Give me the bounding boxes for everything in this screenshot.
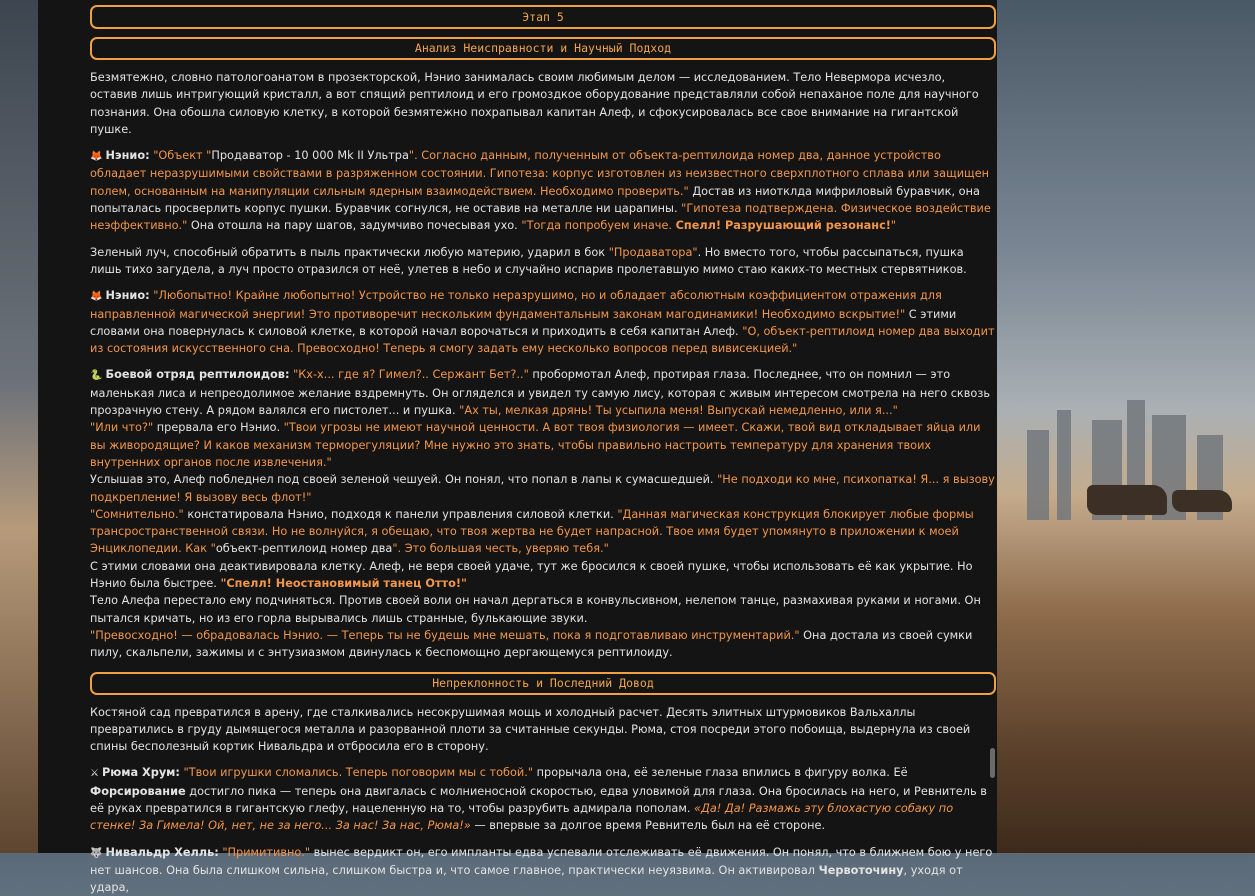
section-header-resolve: Непреклонность и Последний Довод xyxy=(90,672,996,695)
paragraph: Тело Алефа перестало ему подчиняться. Против своей воли он начал дергаться в конвульсивном, нелепом танце, размахивая руками и ногами. Он пытался кричать, но из его горла вырывались лишь странные, булькающие звуки. xyxy=(90,594,981,625)
paragraph: Зеленый луч, способный обратить в пыль практически любую материю, ударил в бок "Продаватора". Но вместо того, чтобы рассыпаться, пушка лишь тихо загудела, а луч просто отразился от неё, улетев в небо и случайно испарив пролетавшую мимо стаю каких-то местных стервятников. xyxy=(90,245,967,276)
snake-icon: 🐍 xyxy=(90,370,103,382)
paragraph: 🐍 Боевой отряд рептилоидов: "Кх-х... где я? Гимел?.. Сержант Бет?.." пробормотал Алеф, протирая глаза. Последнее, что он помнил — это маленькая лиса и непреодолимое желание вздремнуть. Он огляделся и увидел ту самую лису, которая с живым интересом смотрела на него сквозь прозрачную стену. А рядом валялся его пистолет... и пушка. "Ах ты, мелкая дрянь! Ты усыпила меня! Выпускай немедленно, или я..." xyxy=(90,368,990,418)
fox-icon: 🦊 xyxy=(90,151,103,163)
paragraph: ⚔ Рюма Хрум: "Твои игрушки сломались. Теперь поговорим мы с тобой." прорычала она, её зеленые глаза впились в фигуру волка. Её Форсирование достигло пика — теперь она двигалась с молниеносной скоростью, едва уловимой для глаза. Она бросилась на него, и Ревнитель в её руках превратился в гигантскую глефу, нацеленную на то, чтобы разрубить адмирала пополам. «Да! Да! Размажь эту блохастую собаку по стенке! За Гимела! Ой, нет, не за него... За нас! За нас, Рюма!» — впервые за долгое время Ревнитель был на её стороне. xyxy=(90,766,987,833)
paragraph: С этими словами она деактивировала клетку. Алеф, не веря своей удаче, тут же бросился к своей пушке, чтобы использовать её как укрытие. Но Нэнио была быстрее. "Спелл! Неостановимый танец Отто!" xyxy=(90,559,973,591)
fox-icon: 🦊 xyxy=(90,291,103,303)
stage-header: Этап 5 xyxy=(90,5,996,29)
swords-icon: ⚔ xyxy=(90,768,99,780)
section-header-analysis: Анализ Неисправности и Научный Подход xyxy=(90,37,996,60)
paragraph: Безмятежно, словно патологоанатом в прозекторской, Нэнио занималась своим любимым делом — исследованием. Тело Невермора исчезло, оставив лишь интригующий кристалл, а вот спящий рептилоид и его громоздкое оборудование представляли собой непаханое поле для научного познания. Она обошла силовую клетку, в которой безмятежно похрапывал капитан Алеф, и сфокусировалась все свое внимание на гигантской пушке. xyxy=(90,71,979,136)
paragraph: 🐺 Нивальдр Хелль: "Примитивно." вынес вердикт он, его импланты едва успевали отслеживать её движения. Он понял, что в ближнем бою у него нет шансов. Она была слишком сильна, слишком быстра и, что самое главное, практически неуязвима. Он активировал Червоточину, уходя от удара, xyxy=(90,845,993,895)
background-left xyxy=(0,0,38,853)
wolf-icon: 🐺 xyxy=(90,847,103,859)
paragraph: "Или что?" прервала его Нэнио. "Твои угрозы не имеют научной ценности. А вот твоя физиология — имеет. Скажи, твой вид откладывает яйца или вы живородящие? И каков механизм терморегуляции? Мне нужно это знать, чтобы правильно настроить температуру для хранения твоих внутренних органов после извлечения." xyxy=(90,421,981,469)
scrollbar-thumb[interactable] xyxy=(990,748,995,778)
paragraph: Услышав это, Алеф побледнел под своей зеленой чешуей. Он понял, что попал в лапы к сумасшедшей. "Не подходи ко мне, психопатка! Я... я вызову подкрепление! Я вызову весь флот!" xyxy=(90,473,995,504)
paragraph: 🦊 Нэнио: "Объект "Продаватор - 10 000 Mk II Ультра". Согласно данным, полученным от объекта-рептилоида номер два, данное устройство обладает неразрушимыми свойствами в разряженном состоянии. Гипотеза: корпус изготовлен из неизвестного сверхплотного сплава или защищен полем, основанным на манипуляции сильным ядерным взаимодействием. Необходимо проверить." Достав из ниотклда мифриловый буравчик, она попыталась просверлить корпус пушки. Буравчик согнулся, не оставив на металле ни царапины. "Гипотеза подтверждена. Физическое воздействие неэффективно." Она отошла на пару шагов, задумчиво почесывая ухо. "Тогда попробуем иначе. Спелл! Разрушающий резонанс!" xyxy=(90,149,991,233)
paragraph: 🦊 Нэнио: "Любопытно! Крайне любопытно! Устройство не только неразрушимо, но и обладает абсолютным коэффициентом отражения для направленной магической энергии! Это противоречит нескольким фундаментальным законам магодинамики! Необходимо вскрытие!" С этими словами она повернулась к силовой клетке, в которой начал ворочаться и приходить в себя капитан Алеф. "О, объект-рептилоид номер два выходит из состояния искусственного сна. Превосходно! Теперь я смогу задать ему несколько вопросов перед вивисекцией." xyxy=(90,289,995,356)
paragraph: Костяной сад превратился в арену, где сталкивались несокрушимая мощь и холодный расчет. Десять элитных штурмовиков Вальхаллы превратились в груду дымящегося металла и разорванной плоти за считанные секунды. Рюма, стоя посреди этого побоища, выдернула из своей спины бесполезный кортик Нивальдра и отбросила его в сторону. xyxy=(90,705,971,754)
paragraph: "Превосходно! — обрадовалась Нэнио. — Теперь ты не будешь мне мешать, пока я подготавливаю инструментарий." Она достала из своей сумки пилу, скальпели, зажимы и с энтузиазмом двинулась к беспомощно дергающемуся рептилоиду. xyxy=(90,628,973,660)
background-right xyxy=(997,0,1255,853)
story-panel xyxy=(38,0,997,895)
paragraph: "Сомнительно." констатировала Нэнио, подходя к панели управления силовой клетки. "Данная магическая конструкция блокирует любые формы трансространственной связи. Но не волнуйся, я обещаю, что твоя жертва не будет напрасной. Твое имя будет упомянуто в приложении к моей Энциклопедии. Как "объект-рептилоид номер два". Это большая честь, уверяю тебя." xyxy=(90,507,974,556)
